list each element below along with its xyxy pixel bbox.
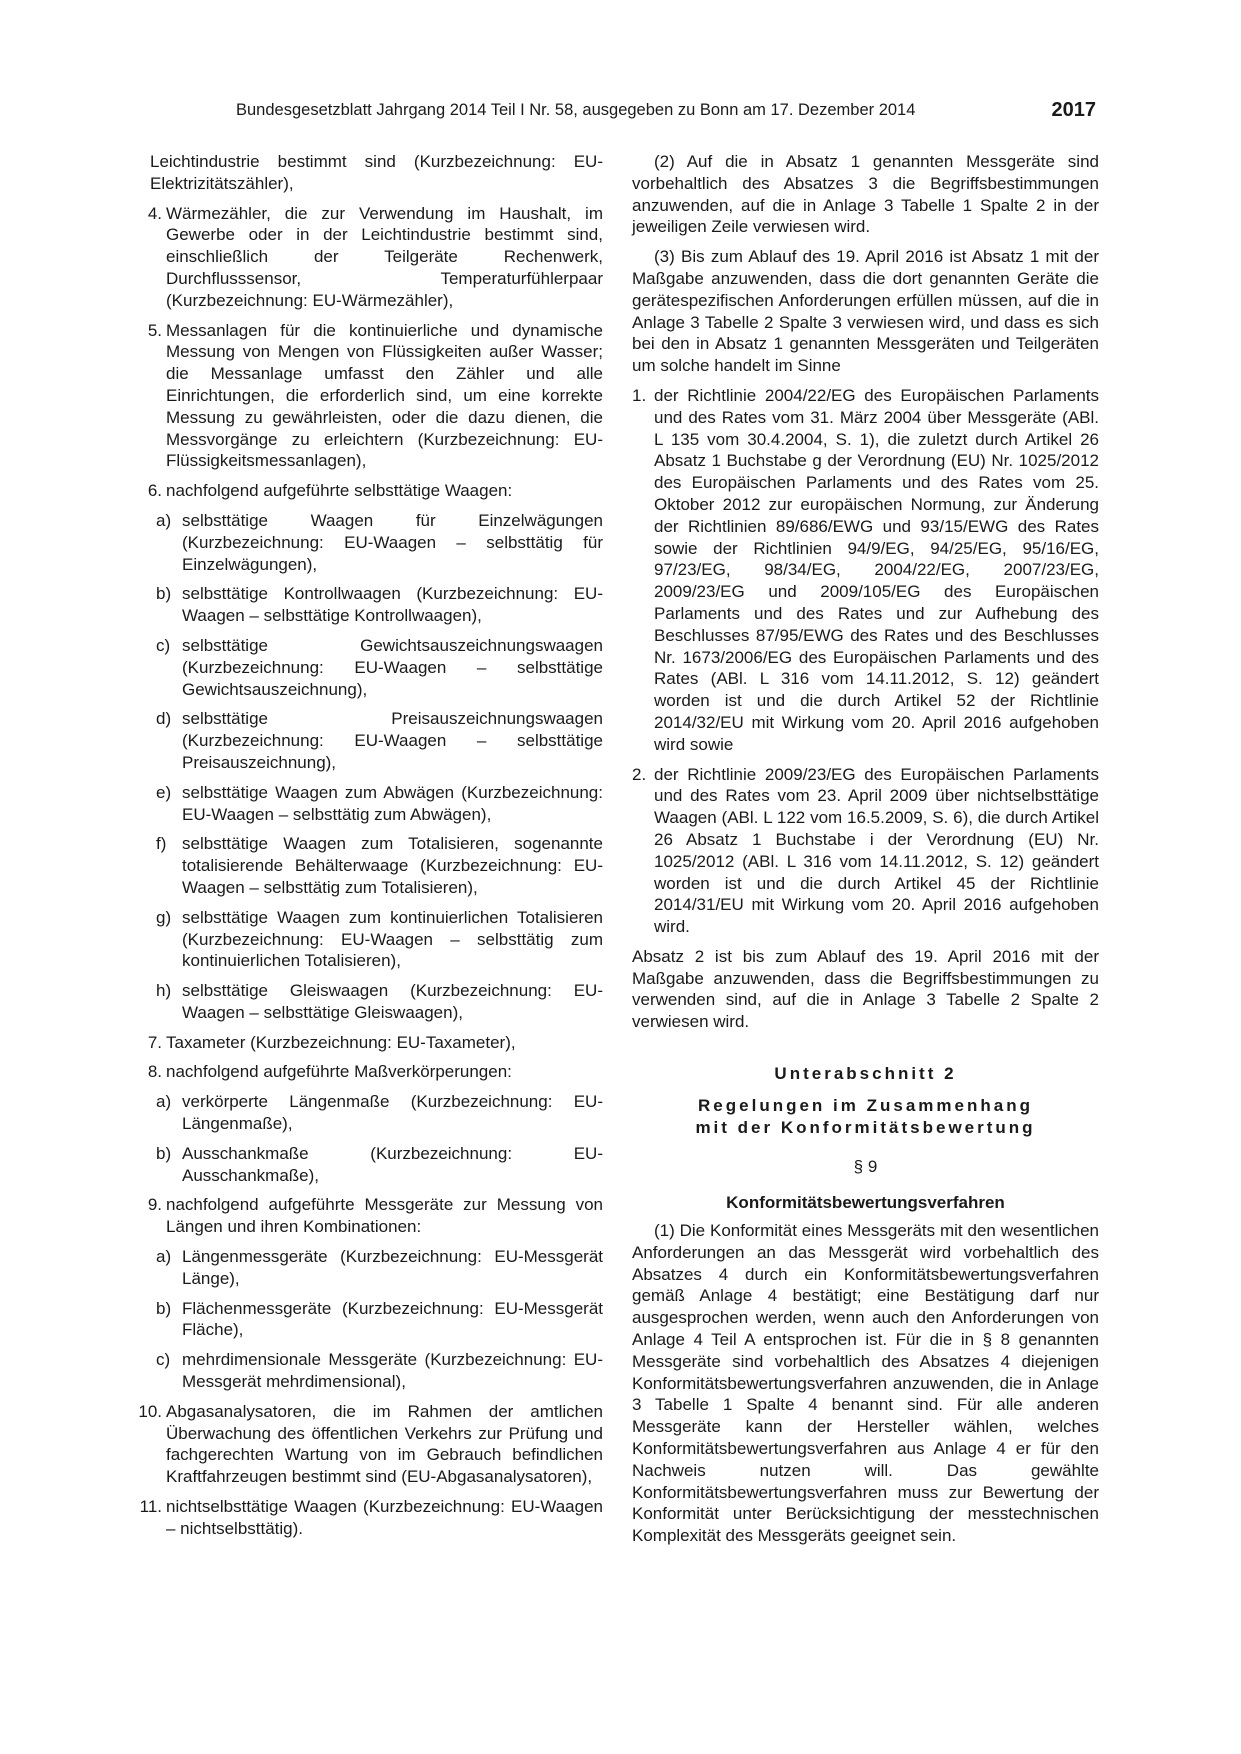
sub-letter: g) (156, 907, 172, 927)
section-paragraph-1: (1) Die Konformität eines Messgeräts mit den wesentlichen Anforderungen an das Messgerät wird vorbehaltlich des Absatzes 4 durch ein Konformitätsbewertungsverfahren gemäß Anlage 4 bestätigt; eine Bestätigung darf nur ausgesprochen werden, wenn auch den Anforderungen von Anlage 4 Teil A entsprochen ist. Für die in § 8 genannten Messgeräte sind vorbehaltlich des Absatzes 4 diejenigen Konformitätsbewertungsverfahren anzuwenden, die in Anlage 3 Tabelle 1 Spalte 4 benannt sind. Für alle anderen Messgeräte kann der Hersteller wählen, welches Konformitätsbewertungsverfahren aus Anlage 4 er für den Nachweis nutzen will. Das gewählte Konformitätsbewertungsverfahren muss zur Bewertung der Konformität unter Berücksichtigung der messtechnischen Komplexität des Messgeräts geeignet sein. (632, 1221, 1099, 1546)
list-text: Messanlagen für die kontinuierliche und dynamische Messung von Mengen von Flüssigkeiten außer Wasser; die Messanlage umfasst den Zähler und alle Einrichtungen, die erforderlich sind, um eine korrekte Messung zu gewährleisten, oder die dazu dienen, die Messvorgänge zu erleichtern (Kurzbezeichnung: EU-Flüssigkeitsmessanlagen), (166, 320, 603, 471)
sub-item (156, 510, 603, 575)
list-item (632, 764, 1099, 938)
sub-letter: b) (156, 584, 172, 604)
sub-text: selbsttätige Waagen zum kontinuierlichen Totalisieren (Kurzbezeichnung: EU-Waagen – selbsttätig zum kontinuierlichen Totalisieren), (182, 907, 603, 971)
section-sign: § 9 (853, 1157, 878, 1177)
list-text: Wärmezähler, die zur Verwendung im Haushalt, im Gewerbe oder in der Leichtindustrie bestimmt sind, einschließlich der Teilgeräte Rechenwerk, Durchflusssensor, Temperaturfühlerpaar (Kurzbezeichnung: EU-Wärmezähler), (166, 203, 603, 310)
list-text: nachfolgend aufgeführte selbsttätige Waagen: (166, 481, 513, 501)
sub-text: selbsttätige Waagen zum Abwägen (Kurzbezeichnung: EU-Waagen – selbsttätig zum Abwägen), (182, 782, 603, 824)
right-column (632, 151, 1099, 1555)
list-text: Abgasanalysatoren, die im Rahmen der amtlichen Überwachung des öffentlichen Verkehrs zur Prüfung und fachgerechten Wartung von im Gebrauch befindlichen Kraftfahrzeugen bestimmt sind (EU-Abgasanalysatoren), (166, 1401, 603, 1487)
sub-text: selbsttätige Kontrollwaagen (Kurzbezeichnung: EU-Waagen – selbsttätige Kontrollwaagen), (182, 584, 603, 626)
sub-text: selbsttätige Gleiswaagen (Kurzbezeichnung: EU-Waagen – selbsttätige Gleiswaagen), (182, 981, 603, 1022)
list-item (134, 1401, 603, 1488)
subsection-title-line-2: mit der Konformitätsbewertung (695, 1117, 1036, 1137)
list-item (134, 203, 603, 312)
list-number: 9. (147, 1195, 162, 1215)
list-text: Taxameter (Kurzbezeichnung: EU-Taxameter), (166, 1032, 516, 1052)
list-number: 7. (147, 1032, 162, 1052)
sub-letter: c) (156, 635, 171, 655)
section-title: Konformitätsbewertungsverfahren (726, 1193, 1005, 1213)
sub-letter: a) (156, 510, 172, 530)
sub-letter: h) (156, 981, 172, 1001)
sub-item (156, 635, 603, 700)
closing-paragraph: Absatz 2 ist bis zum Ablauf des 19. April 2016 mit der Maßgabe anzuwenden, dass die Begriffsbestimmungen zu verwenden sind, auf die in Anlage 3 Tabelle 2 Spalte 2 verwiesen wird. (632, 946, 1099, 1032)
sub-letter: f) (156, 834, 167, 854)
sub-item (156, 583, 603, 627)
list-text: nachfolgend aufgeführte Maßverkörperungen: (166, 1062, 512, 1082)
sub-item (156, 1298, 603, 1342)
list-item (134, 320, 603, 473)
list-number: 5. (147, 320, 162, 340)
subsection-title-line-1: Regelungen im Zusammenhang (698, 1095, 1033, 1115)
sub-text: selbsttätige Waagen für Einzelwägungen (Kurzbezeichnung: EU-Waagen – selbsttätig für Einzelwägungen), (182, 510, 603, 574)
sub-text: Ausschankmaße (Kurzbezeichnung: EU-Ausschankmaße), (182, 1143, 603, 1185)
list-item (134, 1496, 603, 1540)
sub-item (156, 1349, 603, 1393)
paragraph-2: (2) Auf die in Absatz 1 genannten Messgeräte sind vorbehaltlich des Absatzes 3 die Begriffsbestimmungen anzuwenden, auf die in Anlage 3 Tabelle 1 Spalte 2 in der jeweiligen Zeile verwiesen wird. (632, 152, 1099, 237)
sub-item (156, 1091, 603, 1135)
sub-item (156, 907, 603, 972)
paragraph-3: (3) Bis zum Ablauf des 19. April 2016 ist Absatz 1 mit der Maßgabe anzuwenden, dass die dort genannten Geräte die gerätespezifischen Anforderungen erfüllen müssen, auf die in Anlage 3 Tabelle 2 Spalte 3 verwiesen wird, und dass es sich bei den in Absatz 1 genannten Messgeräten und Teilgeräten um solche handelt im Sinne (632, 247, 1099, 376)
list-item (632, 385, 1099, 756)
sub-text: selbsttätige Gewichtsauszeichnungswaagen (Kurzbezeichnung: EU-Waagen – selbsttätige Gewichtsauszeichnung), (182, 635, 603, 699)
sub-text: selbsttätige Waagen zum Totalisieren, sogenannte totalisierende Behälterwaage (Kurzbezeichnung: EU-Waagen – selbsttätig zum Totalisieren), (182, 834, 603, 897)
list-number: 10. (138, 1401, 162, 1421)
list-number: 11. (139, 1497, 162, 1517)
sub-text: selbsttätige Preisauszeichnungswaagen (Kurzbezeichnung: EU-Waagen – selbsttätige Preisauszeichnung), (182, 709, 603, 772)
running-title: Bundesgesetzblatt Jahrgang 2014 Teil I Nr. 58, ausgegeben zu Bonn am 17. Dezember 2014 (236, 101, 916, 119)
sub-text: mehrdimensionale Messgeräte (Kurzbezeichnung: EU-Messgerät mehrdimensional), (182, 1350, 603, 1392)
list-item (134, 480, 603, 502)
sub-item (156, 1246, 603, 1290)
subsection-label: Unterabschnitt 2 (774, 1064, 957, 1084)
list-item (134, 1032, 603, 1054)
list-number: 2. (632, 764, 647, 784)
list-text: der Richtlinie 2009/23/EG des Europäischen Parlaments und des Rates vom 23. April 2009 über nichtselbsttätige Waagen (ABl. L 122 vom 16.5.2009, S. 6), die durch Artikel 26 Absatz 1 Buchstabe i der Verordnung (EU) Nr. 1025/2012 (ABl. L 316 vom 14.11.2012, S. 12) geändert worden ist und die durch Artikel 45 der Richtlinie 2014/31/EU mit Wirkung vom 20. April 2016 aufgehoben wird. (654, 764, 1099, 937)
list-item (134, 1061, 603, 1083)
sub-item (156, 708, 603, 773)
sub-letter: d) (156, 709, 172, 729)
sub-text: Flächenmessgeräte (Kurzbezeichnung: EU-Messgerät Fläche), (182, 1298, 603, 1340)
list-item (134, 1194, 603, 1238)
list-text: der Richtlinie 2004/22/EG des Europäischen Parlaments und des Rates vom 31. März 2004 über Messgeräte (ABl. L 135 vom 30.4.2004, S. 1), die zuletzt durch Artikel 26 Absatz 1 Buchstabe g der Verordnung (EU) Nr. 1025/2012 des Europäischen Parlaments und des Rates vom 25. Oktober 2012 zur europäischen Normung, zur Änderung der Richtlinien 89/686/EWG und 93/15/EWG des Rates sowie der Richtlinien 94/9/EG, 94/25/EG, 95/16/EG, 97/23/EG, 98/34/EG, 2004/22/EG, 2007/23/EG, 2009/23/EG und 2009/105/EG des Europäischen Parlaments und des Rates und zur Aufhebung des Beschlusses 87/95/EWG des Rates und des Beschlusses Nr. 1673/2006/EG des Europäischen Parlaments und des Rates (ABl. L 316 vom 14.11.2012, S. 12) geändert worden ist und die durch Artikel 52 der Richtlinie 2014/32/EU mit Wirkung vom 20. April 2016 aufgehoben wird sowie (654, 385, 1099, 754)
sub-letter: b) (156, 1298, 172, 1318)
sub-item (156, 980, 603, 1024)
list-text: nachfolgend aufgeführte Messgeräte zur Messung von Längen und ihren Kombinationen: (166, 1195, 603, 1237)
sub-item (156, 833, 603, 898)
list-number: 4. (147, 203, 162, 223)
sub-letter: c) (156, 1350, 171, 1370)
list-number: 6. (147, 481, 162, 501)
sub-text: verkörperte Längenmaße (Kurzbezeichnung: EU-Längenmaße), (182, 1092, 603, 1134)
sub-letter: b) (156, 1143, 172, 1163)
list-number: 1. (632, 385, 647, 405)
sub-item (156, 782, 603, 826)
sub-letter: e) (156, 782, 172, 802)
sub-letter: a) (156, 1247, 172, 1267)
page-number: 2017 (1051, 99, 1096, 121)
sub-item (156, 1143, 603, 1187)
sub-text: Längenmessgeräte (Kurzbezeichnung: EU-Messgerät Länge), (182, 1247, 603, 1288)
left-column (134, 151, 603, 1548)
list-number: 8. (147, 1062, 162, 1082)
continuation-text: Leichtindustrie bestimmt sind (Kurzbezeichnung: EU-Elektrizitätszähler), (150, 152, 603, 193)
sub-letter: a) (156, 1092, 172, 1112)
page-header (236, 99, 1096, 129)
list-text: nichtselbsttätige Waagen (Kurzbezeichnung: EU-Waagen – nichtselbsttätig). (166, 1497, 603, 1538)
